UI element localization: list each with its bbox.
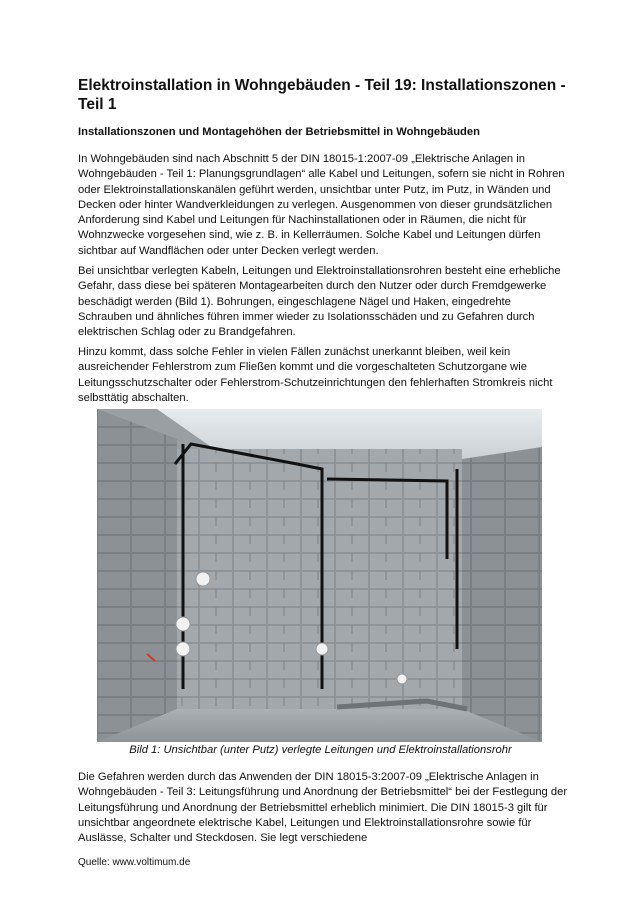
figure-photo-cinder-block-room (97, 409, 542, 742)
paragraph-1: In Wohngebäuden sind nach Abschnitt 5 der DIN 18015-1:2007-09 „Elektrische Anlagen in Wohngebäuden - Teil 1: Planungsgrundlagen“ alle Kabel und Leitungen, sofern sie nicht in Rohren oder Elektroinstallationskanälen geführt werden, unsichtbar unter Putz, im Putz, in Wänden und Decken oder hinter Wandverkleidungen zu verlegen. Ausgenommen von dieser grundsätzlichen Anforderung sind Kabel und Leitungen für Nachinstallationen oder in Räumen, die nicht für Wohnzwecke vorgesehen sind, wie z. B. in Kellerräumen. Solche Kabel und Leitungen dürfen sichtbar auf Wandflächen oder unter Decken verlegt werden. (78, 153, 565, 257)
page-title: Elektroinstallation in Wohngebäuden - Teil 19: Installationszonen - Teil 1 (78, 77, 566, 113)
source-footer: Quelle: www.voltimum.de (78, 857, 191, 868)
paragraph-4: Die Gefahren werden durch das Anwenden der DIN 18015-3:2007-09 „Elektrische Anlagen in Wohngebäuden - Teil 3: Leitungsführung und Anordnung der Betriebsmittel“ bei der Festlegung der Leitungsführung und Anordnung der Betriebsmittel erheblich minimiert. Die DIN 18015-3 gilt für unsichtbar angeordnete elektrische Kabel, Leitungen und Elektroinstallationsrohre sowie für Auslässe, Schalter und Steckdosen. Sie legt verschiedene (78, 771, 568, 845)
paragraph-3: Hinzu kommt, dass solche Fehler in vielen Fällen zunächst unerkannt bleiben, weil kein ausreichender Fehlerstrom zum Fließen kommt und die vorgeschalteten Schutzorgane wie Leitungsschutzschalter oder Fehlerstrom-Schutzeinrichtungen den fehlerhaften Stromkreis nicht selbsttätig abschalten. (78, 346, 553, 404)
figure-caption: Bild 1: Unsichtbar (unter Putz) verlegte Leitungen und Elektroinstallationsrohr (129, 744, 512, 756)
paragraph-2: Bei unsichtbar verlegten Kabeln, Leitungen und Elektroinstallationsrohren besteht eine erhebliche Gefahr, dass diese bei späteren Montagearbeiten durch den Nutzer oder durch Fremdgewerke beschädigt werden (Bild 1). Bohrungen, eingeschlagene Nägel und Haken, eingedrehte Schrauben und ähnliches führen immer wieder zu Isolationsschäden und zu Gefahren durch elektrischen Schlag oder zu Brandgefahren. (78, 265, 561, 339)
section-subtitle: Installationszonen und Montagehöhen der Betriebsmittel in Wohngebäuden (78, 126, 480, 138)
